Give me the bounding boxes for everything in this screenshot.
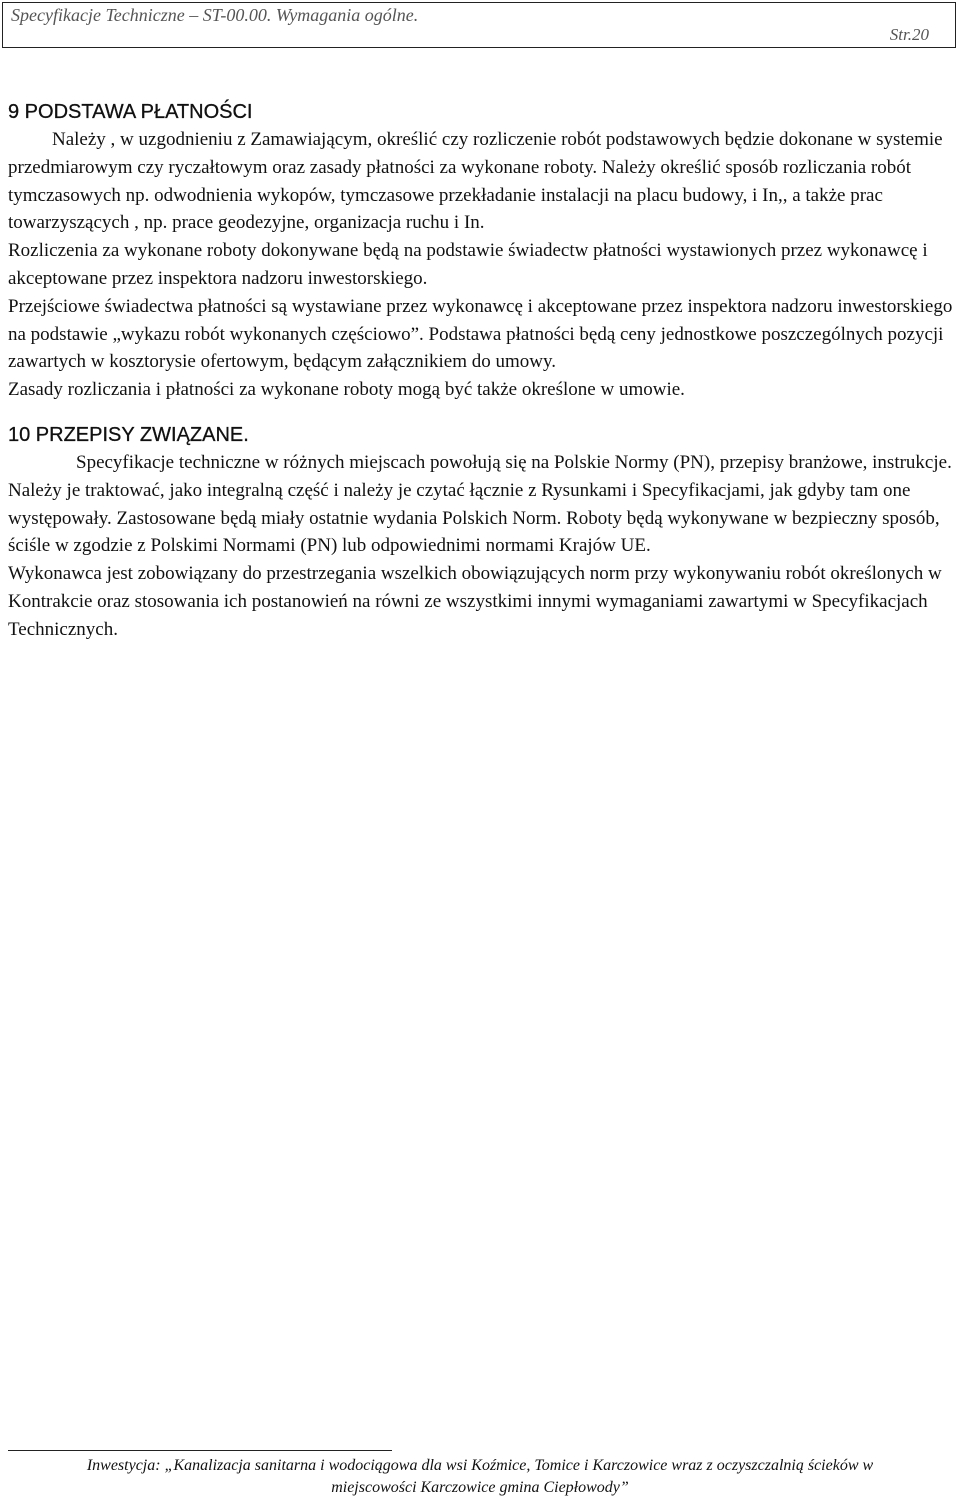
section-9-paragraph-2: Rozliczenia za wykonane roboty dokonywane będą na podstawie świadectw płatności wystawionych przez wykonawcę i akceptowane przez inspektora nadzoru inwestorskiego. <box>8 240 928 289</box>
footer-divider <box>8 1450 392 1451</box>
footer-line-1 <box>0 1455 960 1477</box>
section-9-paragraph-4: Zasady rozliczania i płatności za wykonane roboty mogą być także określone w umowie. <box>8 379 685 401</box>
section-10-heading: 10 PRZEPISY ZWIĄZANE. <box>8 423 249 446</box>
section-10-paragraph-2: Wykonawca jest zobowiązany do przestrzegania wszelkich obowiązujących norm przy wykonywaniu robót określonych w Kontrakcie oraz stosowania ich postanowień na równi ze wszystkimi innymi wymaganiami zawartymi w Specyfikacjach Technicznych. <box>8 563 942 640</box>
footer-label: Inwestycja: <box>86 1457 161 1474</box>
page-number: Str.20 <box>889 25 929 44</box>
page-header <box>2 2 956 48</box>
section-9-heading: 9 PODSTAWA PŁATNOŚCI <box>8 101 253 123</box>
section-9-paragraph-1: Należy , w uzgodnieniu z Zamawiającym, określić czy rozliczenie robót podstawowych będzie dokonane w systemie przedmiarowym czy ryczałtowym oraz zasady płatności za wykonane roboty. Należy określić sposób rozliczania robót tymczasowych np. odwodnienia wykopów, tymczasowe przekładanie instalacji na placu budowy, i In,, a także prac towarzyszących , np. prace geodezyjne, organizacja ruchu i In. <box>8 129 943 234</box>
section-10-paragraph-1: Specyfikacje techniczne w różnych miejscach powołują się na Polskie Normy (PN), przepisy branżowe, instrukcje. Należy je traktować, jako integralną część i należy je czytać łącznie z Rysunkami i Specyfikacjami, jak gdyby tam one występowały. Zastosowane będą miały ostatnie wydania Polskich Norm. Roboty będą wykonywane w bezpieczny sposób, ściśle w zgodzie z Polskimi Normami (PN) lub odpowiednimi normami Krajów UE. <box>8 451 952 557</box>
footer-line-2: miejscowości Karczowice gmina Ciepłowody” <box>331 1479 629 1496</box>
section-9-paragraph-3: Przejściowe świadectwa płatności są wystawiane przez wykonawcę i akceptowane przez inspektora nadzoru inwestorskiego na podstawie „wykazu robót wykonanych częściowo”. Podstawa płatności będą ceny jednostkowe poszczególnych pozycji zawartych w kosztorysie ofertowym, będącym załącznikiem do umowy. <box>8 295 953 373</box>
document-body <box>8 98 954 644</box>
header-title: Specyfikacje Techniczne – ST-00.00. Wymagania ogólne. <box>11 5 419 25</box>
footer-investment-name: „Kanalizacja sanitarna i wodociągowa dla wsi Koźmice, Tomice i Karczowice wraz z oczyszczalnią ścieków w <box>164 1457 874 1474</box>
page-footer <box>0 1455 960 1499</box>
